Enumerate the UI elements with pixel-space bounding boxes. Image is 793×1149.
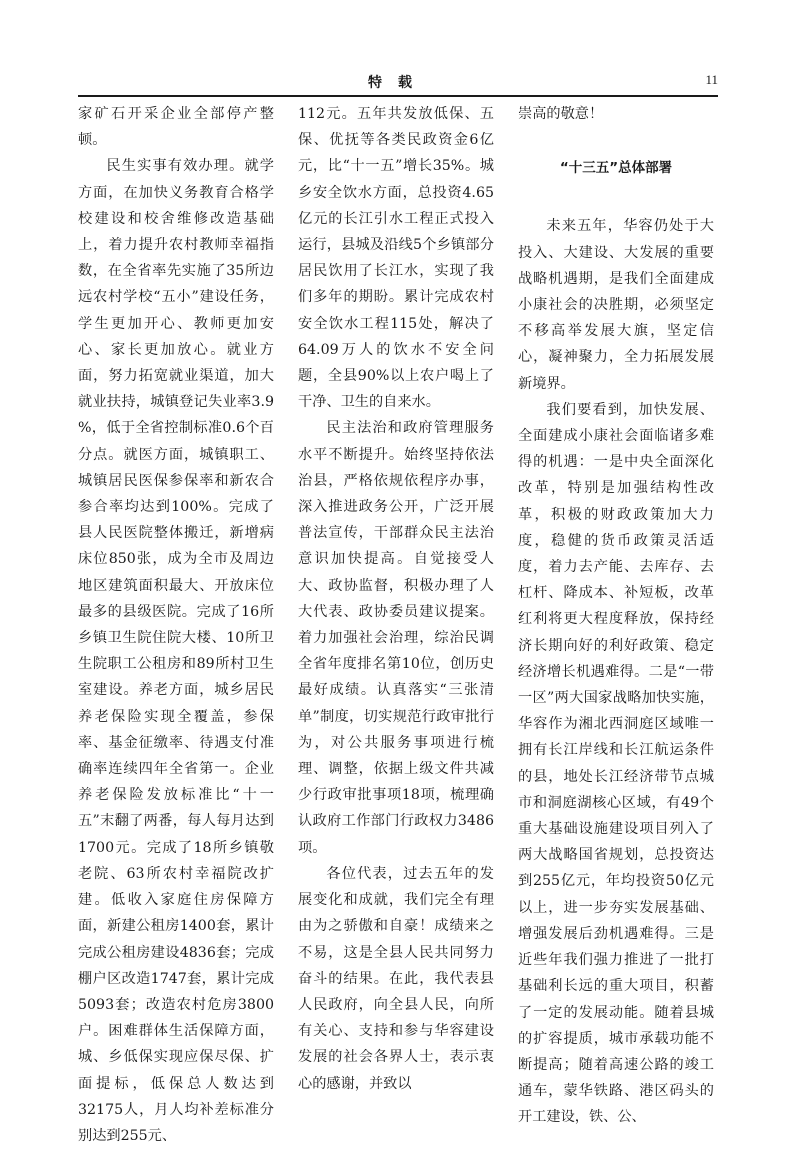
paragraph-rule-of-law: 民主法治和政府管理服务水平不断提升。始终坚持依法治县，严格依规依程序办事，深入推进政务公开，广泛开展普法宣传，干部群众民主法治意识加快提高。自觉接受人大、政协监督，积极办理了人大代表、政协委员建议提案。着力加强社会治理，综治民调全省年度排名第10位，创历史最好成绩。认真落实“三张清单”制度，切实规范行政审批行为，对公共服务事项进行梳理、调整，依据上级文件共减少行政审批事项18项，梳理确认政府工作部门行政权力3486项。 bbox=[298, 420, 494, 856]
paragraph-continued: 崇高的敬意！ bbox=[518, 106, 604, 122]
paragraph-achievements: 各位代表，过去五年的发展变化和成就，我们完全有理由为之骄傲和自豪！成绩来之不易，这是全县人民共同努力奋斗的结果。在此，我代表县人民政府，向全县人民，向所有关心、支持和参与华容建设发展的社会各界人士，表示衷心的感谢，并致以 bbox=[298, 865, 494, 1092]
section-title: 特载 bbox=[368, 75, 428, 91]
column-middle bbox=[298, 101, 494, 1097]
paragraph-continued: 112元。五年共发放低保、五保、优抚等各类民政资金6亿元，比“十一五”增长35%。城乡安全饮水方面，总投资4.65亿元的长江引水工程正式投入运行，县城及沿线5个乡镇部分居民饮用了长江水，实现了我们多年的期盼。累计完成农村安全饮水工程115处，解决了64.09万人的饮水不安全问题，全县90%以上农户喝上了干净、卫生的自来水。 bbox=[298, 106, 494, 411]
page-header bbox=[78, 72, 718, 92]
column-right bbox=[518, 101, 714, 1131]
page-number: 11 bbox=[705, 72, 718, 87]
section-heading: “十三五”总体部署 bbox=[559, 160, 673, 177]
header-rule bbox=[78, 95, 718, 97]
column-left bbox=[78, 101, 274, 1149]
paragraph-five-year-outlook: 未来五年，华容仍处于大投入、大建设、大发展的重要战略机遇期，是我们全面建成小康社会的决胜期，必须坚定不移高举发展大旗，坚定信心，凝神聚力，全力拓展发展新境界。 bbox=[518, 218, 714, 392]
paragraph-livelihood: 民生实事有效办理。就学方面，在加快义务教育合格学校建设和校舍维修改造基础上，着力提升农村教师幸福指数，在全省率先实施了35所边远农村学校“五小”建设任务，学生更加开心、教师更加安心、家长更加放心。就业方面，努力拓宽就业渠道，加大就业扶持，城镇登记失业率3.9 %，低于全省控制标准0.6个百分点。就医方面，城镇职工、城镇居民医保参保率和新农合参合率均达到100%。完成了县人民医院整体搬迁，新增病床位850张，成为全市及周边地区建筑面积最大、开放床位最多的县级医院。完成了16所乡镇卫生院住院大楼、10所卫生院职工公租房和89所村卫生室建设。养老方面，城乡居民养老保险实现全覆盖，参保率、基金征缴率、待遇支付准确率连续四年全省第一。企业养老保险发放标准比“十一五”末翻了两番，每人每月达到1700元。完成了18所乡镇敬老院、63所农村幸福院改扩建。低收入家庭住房保障方面，新建公租房1400套，累计完成公租房建设4836套；完成棚户区改造1747套，累计完成5093套；改造农村危房3800户。困难群体生活保障方面，城、乡低保实现应保尽保、扩面提标，低保总人数达到32175人，月人均补差标准分别达到255元、 bbox=[78, 158, 274, 1144]
paragraph-opportunities: 我们要看到，加快发展、全面建成小康社会面临诸多难得的机遇：一是中央全面深化改革，特别是加强结构性改革，积极的财政政策加大力度，稳健的货币政策灵活适度，着力去产能、去库存、去杠杆、降成本、补短板，改革红利将更大程度释放，保持经济长期向好的利好政策、稳定经济增长机遇难得。二是“一带一区”两大国家战略加快实施，华容作为湘北西洞庭区域唯一拥有长江岸线和长江航运条件的县，地处长江经济带节点城市和洞庭湖核心区域，有49个重大基础设施建设项目列入了两大战略国省规划，总投资达到255亿元，年均投资50亿元以上，进一步夯实发展基础、增强发展后劲机遇难得。三是近些年我们强力推进了一批打基础利长远的重大项目，积蓄了一定的发展动能。随着县城的扩容提质，城市承载功能不断提高；随着高速公路的竣工通车，蒙华铁路、港区码头的开工建设，铁、公、 bbox=[518, 401, 714, 1126]
paragraph-continued: 家矿石开采企业全部停产整顿。 bbox=[78, 106, 274, 149]
